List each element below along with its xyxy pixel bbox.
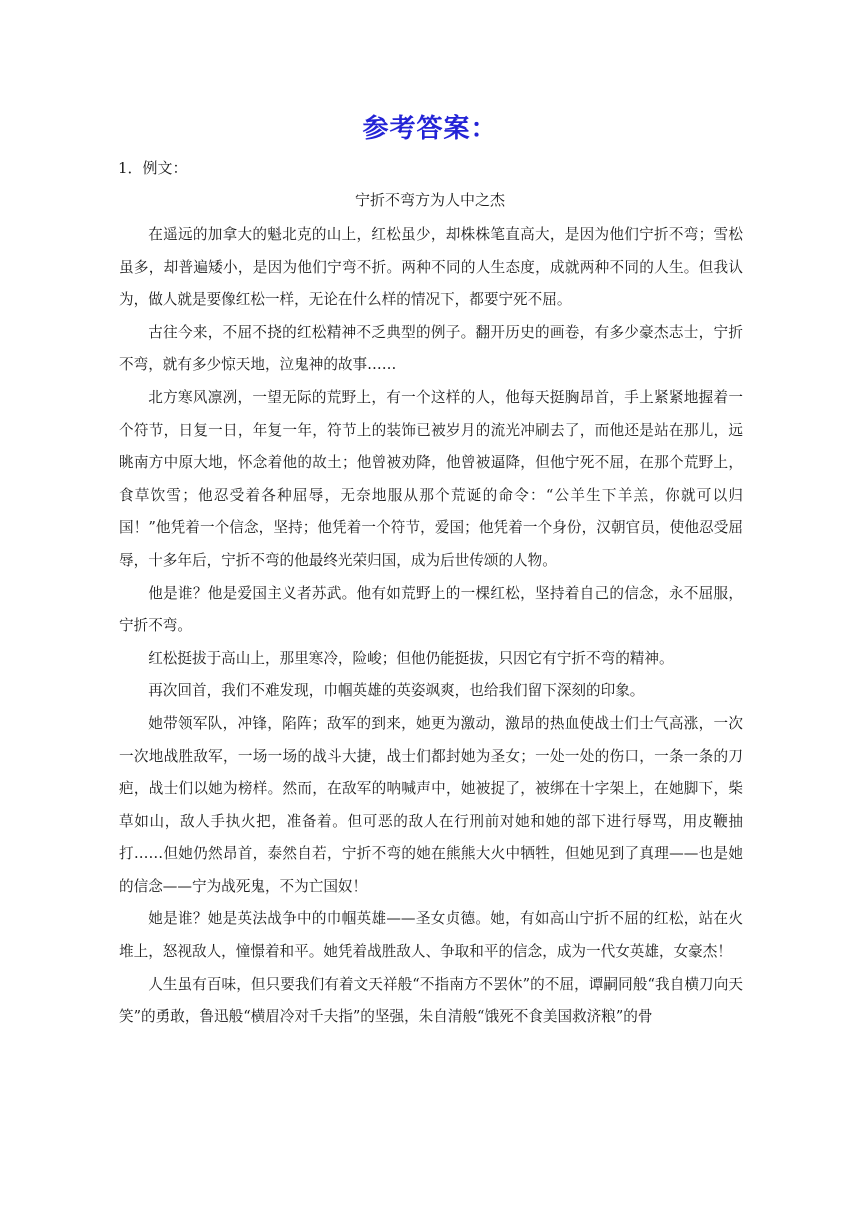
paragraph: 他是谁？他是爱国主义者苏武。他有如荒野上的一棵红松，坚持着自己的信念，永不屈服，宁折不弯。	[119, 584, 743, 635]
paragraph: 古往今来，不屈不挠的红松精神不乏典型的例子。翻开历史的画卷，有多少豪杰志士，宁折不弯，就有多少惊天地，泣鬼神的故事……	[119, 323, 743, 374]
paragraph: 再次回首，我们不难发现，巾帼英雄的英姿飒爽，也给我们留下深刻的印象。	[148, 682, 645, 700]
paragraph: 在遥远的加拿大的魁北克的山上，红松虽少，却株株笔直高大，是因为他们宁折不弯；雪松虽多，却普遍矮小，是因为他们宁弯不折。两种不同的人生态度，成就两种不同的人生。但我认为，做人就是要像红松一样，无论在什么样的情况下，都要宁死不屈。	[119, 226, 743, 309]
paragraph: 她带领军队，冲锋，陷阵；敌军的到来，她更为激动，激昂的热血使战士们士气高涨，一次一次地战胜敌军，一场一场的战斗大捷，战士们都封她为圣女；一处一处的伤口，一条一条的刀疤，战士们以她为榜样。然而，在敌军的呐喊声中，她被捉了，被绑在十字架上，在她脚下，柴草如山，敌人手执火把，准备着。但可恶的敌人在行刑前对她和她的部下进行辱骂，用皮鞭抽打……但她仍然昂首，泰然自若，宁折不弯的她在熊熊大火中牺牲，但她见到了真理——也是她的信念——宁为战死鬼，不为亡国奴！	[119, 714, 743, 895]
essay-title: 宁折不弯方为人中之杰	[354, 191, 505, 209]
paragraph: 她是谁？她是英法战争中的巾帼英雄——圣女贞德。她，有如高山宁折不屈的红松，站在火堆上，怒视敌人，憧憬着和平。她凭着战胜敌人、争取和平的信念，成为一代女英雄，女豪杰！	[119, 910, 743, 961]
question-number-label: 1．例文：	[118, 159, 188, 177]
paragraph: 红松挺拔于高山上，那里寒冷，险峻；但他仍能挺拔，只因它有宁折不弯的精神。	[148, 649, 674, 667]
answer-heading: 参考答案：	[362, 114, 498, 144]
paragraph: 人生虽有百味，但只要我们有着文天祥般“不指南方不罢休”的不屈，谭嗣同般“我自横刀向天笑”的勇敢，鲁迅般“横眉冷对千夫指”的坚强，朱自清般“饿死不食美国救济粮”的骨	[119, 975, 743, 1026]
essay-body	[119, 219, 743, 1034]
paragraph: 北方寒风凛冽，一望无际的荒野上，有一个这样的人，他每天挺胸昂首，手上紧紧地握着一个符节，日复一日，年复一年，符节上的装饰已被岁月的流光冲刷去了，而他还是站在那儿，远眺南方中原大地，怀念着他的故土；他曾被劝降，他曾被逼降，但他宁死不屈，在那个荒野上，食草饮雪；他忍受着各种屈辱，无奈地服从那个荒诞的命令：“公羊生下羊羔，你就可以归国！”他凭着一个信念，坚持；他凭着一个符节，爱国；他凭着一个身份，汉朝官员，使他忍受屈辱，十多年后，宁折不弯的他最终光荣归国，成为后世传颂的人物。	[119, 388, 743, 569]
